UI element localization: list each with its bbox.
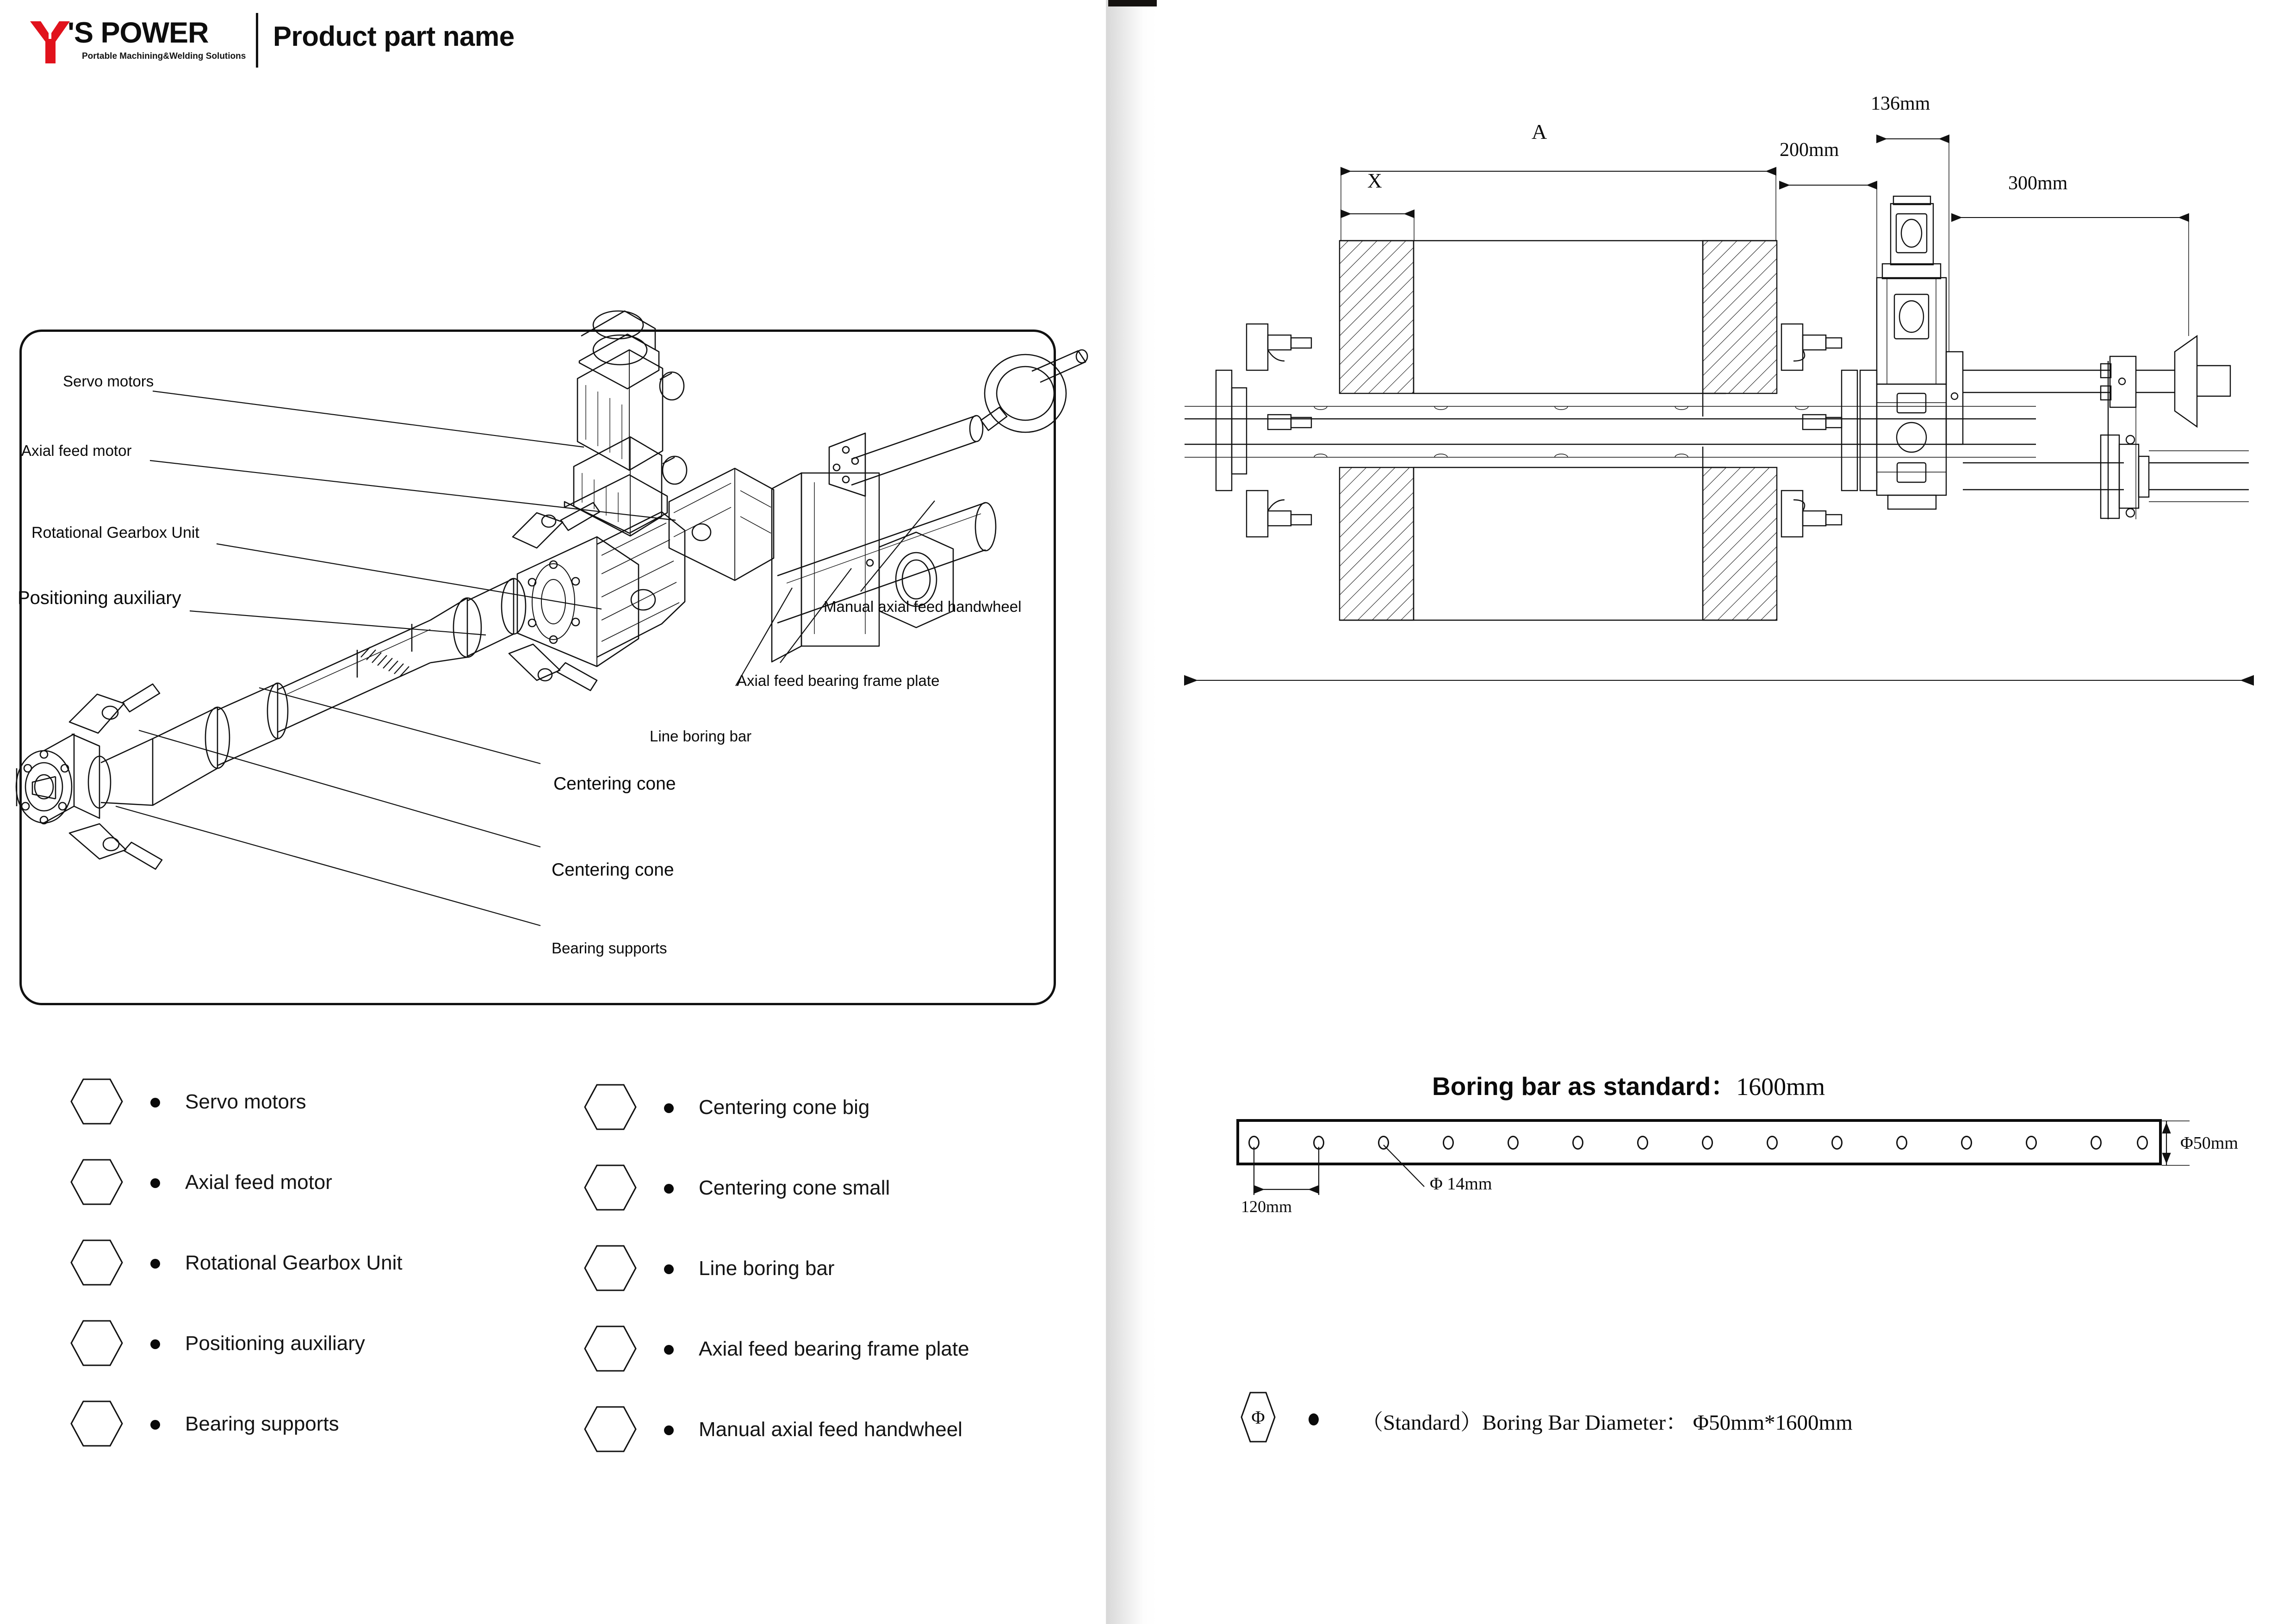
label-manual-axial-feed-handwheel: Manual axial feed handwheel — [824, 598, 1022, 615]
exploded-view-panel — [19, 330, 1056, 1005]
hexagon-icon — [69, 1077, 124, 1126]
y-mark-icon — [29, 19, 71, 65]
bar-hole — [1508, 1136, 1519, 1150]
bar-hole — [1831, 1136, 1843, 1150]
legend-label: Axial feed bearing frame plate — [699, 1338, 969, 1360]
hexagon-icon — [69, 1400, 124, 1448]
bar-hole — [1767, 1136, 1778, 1150]
label-positioning-auxiliary: Positioning auxiliary — [18, 588, 181, 608]
legend-label: Servo motors — [185, 1090, 306, 1113]
bullet-icon — [150, 1178, 160, 1188]
bullet-icon — [150, 1420, 160, 1430]
left-page — [0, 0, 1106, 1624]
bar-hole — [1378, 1136, 1389, 1150]
legend-column-1 — [69, 1069, 560, 1472]
bullet-icon — [664, 1425, 674, 1435]
legend-label: Centering cone big — [699, 1096, 870, 1119]
hexagon-icon — [583, 1405, 638, 1453]
legend-item[interactable] — [69, 1311, 560, 1391]
bar-hole — [1443, 1136, 1454, 1150]
standard-spec-line — [1240, 1388, 2027, 1449]
bullet-icon — [664, 1264, 674, 1274]
phi-symbol: Φ — [1251, 1406, 1265, 1428]
boring-bar-drawing — [1236, 1119, 2238, 1267]
legend-label: Manual axial feed handwheel — [699, 1418, 962, 1441]
dim-label-200mm: 200mm — [1780, 139, 1839, 161]
label-centering-cone-2: Centering cone — [552, 860, 674, 880]
label-centering-cone-1: Centering cone — [553, 774, 676, 794]
boring-bar-length: 1600mm — [1736, 1073, 1825, 1101]
legend-label: Centering cone small — [699, 1176, 890, 1199]
label-line-boring-bar: Line boring bar — [650, 728, 752, 745]
dim-label-hole-diameter: Φ 14mm — [1430, 1174, 1492, 1194]
legend-item[interactable] — [69, 1150, 560, 1230]
legend-item[interactable] — [69, 1069, 560, 1150]
hexagon-icon — [583, 1325, 638, 1373]
bullet-icon — [150, 1259, 160, 1269]
logo-tagline: Portable Machining&Welding Solutions — [82, 51, 246, 61]
dim-label-x: X — [1367, 169, 1382, 192]
label-rotational-gearbox-unit: Rotational Gearbox Unit — [31, 524, 199, 541]
bar-hole — [1637, 1136, 1648, 1150]
legend-label: Axial feed motor — [185, 1171, 332, 1194]
legend-label: Rotational Gearbox Unit — [185, 1251, 403, 1274]
legend-label: Positioning auxiliary — [185, 1332, 365, 1355]
parts-legend — [69, 1069, 1078, 1476]
bullet-icon — [664, 1103, 674, 1113]
legend-label: Line boring bar — [699, 1257, 835, 1280]
boring-bar-body — [1236, 1119, 2162, 1165]
legend-item[interactable] — [583, 1155, 1078, 1236]
hexagon-icon — [583, 1164, 638, 1212]
hexagon-phi-icon — [1240, 1391, 1276, 1443]
legend-label: Bearing supports — [185, 1412, 339, 1435]
page-title: Product part name — [273, 21, 515, 52]
legend-column-2 — [583, 1075, 1078, 1477]
bullet-icon — [150, 1339, 160, 1349]
bullet-icon — [664, 1345, 674, 1355]
legend-item[interactable] — [583, 1316, 1078, 1397]
label-axial-feed-bearing-frame-plate: Axial feed bearing frame plate — [737, 672, 940, 689]
page-header — [0, 0, 1106, 86]
standard-spec-text: （Standard）Boring Bar Diameter： Φ50mm*1600mm — [1361, 1411, 1853, 1435]
bar-hole — [2137, 1136, 2148, 1150]
legend-item[interactable] — [69, 1230, 560, 1311]
label-bearing-supports: Bearing supports — [552, 940, 667, 957]
bar-hole — [1896, 1136, 1907, 1150]
dim-label-120mm: 120mm — [1241, 1197, 1292, 1216]
dim-label-bar-diameter: Φ50mm — [2180, 1133, 2238, 1153]
dim-label-300mm: 300mm — [2008, 173, 2068, 194]
boring-bar-title-text: Boring bar as standard： — [1432, 1072, 1737, 1101]
bar-hole — [2091, 1136, 2102, 1150]
right-page — [1157, 0, 2296, 1624]
logo-wordmark: 'S POWER — [68, 17, 209, 49]
bar-hole — [1313, 1136, 1324, 1150]
bullet-icon — [664, 1184, 674, 1194]
boring-bar-title — [1432, 1066, 1825, 1102]
hexagon-icon — [69, 1158, 124, 1206]
header-divider — [256, 13, 258, 68]
hexagon-icon — [583, 1244, 638, 1292]
dim-label-136mm: 136mm — [1871, 93, 1930, 114]
label-servo-motors: Servo motors — [63, 373, 154, 390]
bullet-icon — [150, 1098, 160, 1108]
technical-cross-section-drawing — [1157, 0, 2296, 833]
page-fold-top-band — [1108, 0, 1157, 6]
bullet-icon — [1309, 1413, 1319, 1425]
dim-label-a: A — [1532, 120, 1547, 143]
company-logo — [29, 17, 246, 68]
bar-hole — [1248, 1136, 1260, 1150]
hexagon-icon — [69, 1319, 124, 1367]
bar-hole — [1572, 1136, 1583, 1150]
hexagon-icon — [583, 1083, 638, 1131]
bar-hole — [1702, 1136, 1713, 1150]
legend-item[interactable] — [583, 1397, 1078, 1477]
bar-hole — [1961, 1136, 1972, 1150]
legend-item[interactable] — [69, 1391, 560, 1472]
hexagon-icon — [69, 1238, 124, 1287]
legend-item[interactable] — [583, 1236, 1078, 1316]
bar-hole — [2026, 1136, 2037, 1150]
label-axial-feed-motor: Axial feed motor — [21, 442, 132, 459]
legend-item[interactable] — [583, 1075, 1078, 1155]
